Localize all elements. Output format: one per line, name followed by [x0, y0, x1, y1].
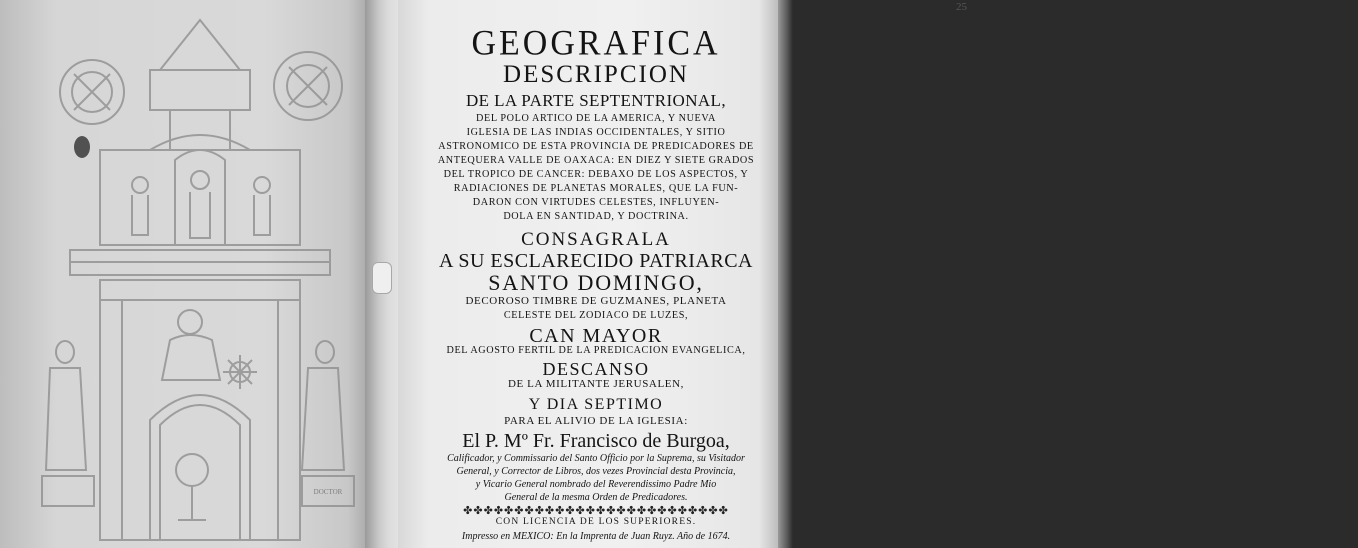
right-saint — [302, 368, 344, 470]
dia-septimo-heading: Y DIA SEPTIMO — [528, 396, 664, 413]
militante-line: DE LA MILITANTE JERUSALEN, — [507, 378, 685, 390]
description-line: ASTRONOMICO DE ESTA PROVINCIA DE PREDICADORES DE — [438, 141, 754, 152]
descanso-heading: DESCANSO — [542, 359, 650, 379]
author-name: El P. Mº Fr. Francisco de Burgoa, — [462, 430, 730, 452]
imprint-line: Impresso en MEXICO: En la Imprenta de Juan Ruyz. Año de 1674. — [461, 531, 731, 542]
santo-domingo-line: SANTO DOMINGO, — [488, 270, 704, 295]
left-saint — [46, 368, 86, 470]
description-line: DEL TROPICO DE CANCER: DEBAXO DE LOS ASPECTOS, Y — [443, 169, 749, 180]
decoroso-line: DECOROSO TIMBRE DE GUZMANES, PLANETA — [465, 295, 727, 307]
frontispiece-engraving — [0, 0, 378, 548]
page-number: 25 — [956, 1, 967, 13]
description-line: ANTEQUERA VALLE DE OAXACA: EN DIEZ Y SIETE GRADOS — [437, 155, 755, 166]
celeste-line: CELESTE DEL ZODIACO DE LUZES, — [503, 310, 689, 321]
agosto-line: DEL AGOSTO FERTIL DE LA PREDICACION EVANGELICA, — [446, 345, 746, 356]
author-detail-line: General, y Corrector de Libros, dos vezes Provincial desta Provincia, — [456, 466, 736, 477]
author-detail-line: General de la mesma Orden de Predicadores. — [504, 492, 688, 503]
description-line: RADIACIONES DE PLANETAS MORALES, QUE LA FUN- — [453, 183, 739, 194]
shrine-top — [160, 20, 240, 70]
author-detail-line: y Vicario General nombrado del Reverendissimo Padre Mio — [475, 479, 717, 490]
ornament-border: ✤✤✤✤✤✤✤✤✤✤✤✤✤✤✤✤✤✤✤✤✤✤✤✤✤✤ — [463, 505, 729, 517]
ink-stain — [74, 136, 90, 158]
description-line: DEL POLO ARTICO DE LA AMERICA, Y NUEVA — [476, 113, 716, 124]
description-line: IGLESIA DE LAS INDIAS OCCIDENTALES, Y SITIO — [466, 127, 726, 138]
central-arch — [150, 395, 250, 540]
para-line: PARA EL ALIVIO DE LA IGLESIA: — [504, 415, 688, 427]
patriarca-line: A SU ESCLARECIDO PATRIARCA — [439, 250, 753, 272]
license-line: CON LICENCIA DE LOS SUPERIORES. — [495, 517, 697, 527]
page-edge — [778, 0, 793, 548]
bookmark-tab — [372, 262, 392, 294]
plaque-text: DOCTOR — [313, 488, 343, 496]
subtitle-line-2: DE LA PARTE SEPTENTRIONAL, — [466, 91, 726, 110]
subtitle: DESCRIPCION — [503, 61, 689, 88]
can-mayor-heading: CAN MAYOR — [529, 325, 663, 347]
consagrala-heading: CONSAGRALA — [521, 229, 671, 250]
description-line: DOLA EN SANTIDAD, Y DOCTRINA. — [503, 211, 689, 222]
book-title: GEOGRAFICA — [471, 23, 721, 64]
description-line: DARON CON VIRTUDES CELESTES, INFLUYEN- — [472, 197, 720, 208]
author-detail-line: Calificador, y Commissario del Santo Officio por la Suprema, su Visitador — [447, 453, 745, 464]
